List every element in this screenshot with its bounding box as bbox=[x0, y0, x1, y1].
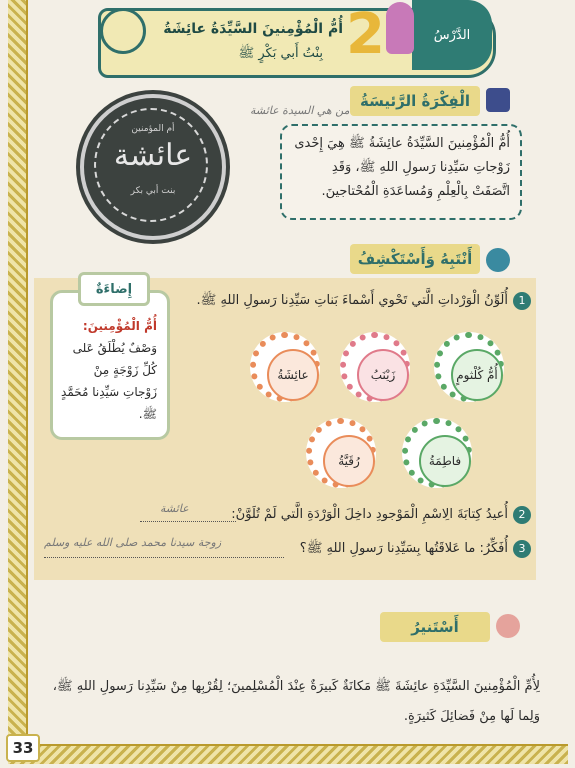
main-idea-box bbox=[280, 124, 522, 220]
highlight-title: أُمُّ الْمُؤْمِنينَ: bbox=[82, 319, 157, 333]
aisha-name-seal bbox=[80, 94, 226, 240]
main-idea-text: أُمُّ الْمُؤْمِنينَ السَّيِّدَةُ عائِشَةُ ﷺ هِيَ إِحْدى زَوْجاتِ سَيِّدِنا رَسولِ اللهِ ﷺ، وَقَدِ اتَّصَفَتْ بِالْعِلْمِ وَمُساعَدَةِ الْمُحْتاجينَ. bbox=[294, 136, 510, 199]
flower-fatimah[interactable] bbox=[402, 418, 472, 488]
lesson-label: الدَّرْسُ bbox=[433, 27, 471, 43]
main-idea-heading: الْفِكْرَةُ الرَّئيسَةُ bbox=[350, 86, 480, 116]
question-text: أُفَكِّرُ: ما عَلاقَتُها بِسَيِّدِنا رَسولِ اللهِ ﷺ؟ bbox=[299, 541, 508, 556]
explore-heading: أَنْتَبِهُ وَأَسْتَكْشِفُ bbox=[350, 244, 480, 274]
question-number: 3 bbox=[513, 540, 531, 558]
question-text: أُعيدُ كِتابَةَ الِاسْمِ الْمَوْجودِ داخِلَ الْوَرْدَةِ الَّتي لَمْ تُلَوَّنْ: bbox=[231, 507, 508, 522]
decorative-border-left bbox=[8, 0, 28, 740]
magnifier-icon bbox=[486, 248, 510, 272]
lesson-title: أُمُّ الْمُؤْمِنينَ السَّيِّدَةُ عائِشَةُ bbox=[163, 21, 343, 37]
lesson-number: 2 bbox=[346, 2, 385, 67]
girl-character-icon bbox=[386, 2, 414, 54]
question-number: 1 bbox=[513, 292, 531, 310]
decorative-border-bottom bbox=[8, 744, 568, 764]
flower-label: فاطِمَةُ bbox=[419, 435, 471, 487]
page-number: 33 bbox=[6, 734, 40, 762]
answer-line-2[interactable] bbox=[140, 520, 236, 522]
handwritten-note: من هي السيدة عائشة bbox=[250, 104, 350, 117]
ornament-icon bbox=[100, 8, 146, 54]
question-text: أُلَوِّنُ الْوَرْداتِ الَّتي تَحْوي أَسْماءَ بَناتِ سَيِّدِنا رَسولِ اللهِ ﷺ. bbox=[196, 293, 508, 308]
highlight-heading: إِضاءَةٌ bbox=[78, 272, 150, 306]
flower-label: عائِشَةُ bbox=[267, 349, 319, 401]
question-2 bbox=[231, 506, 531, 524]
lesson-subtitle: بِنْتُ أَبي بَكْرٍ ﷺ bbox=[238, 46, 323, 61]
lesson-tab bbox=[412, 0, 492, 70]
flower-umm-kulthum[interactable] bbox=[434, 332, 504, 402]
flower-label: زَيْنَبُ bbox=[357, 349, 409, 401]
reflect-heading: أَسْتَنيرُ bbox=[380, 612, 490, 642]
seal-top-text: أم المؤمنين bbox=[131, 124, 175, 134]
highlight-text: وَصْفٌ يُطْلَقُ عَلى كُلِّ زَوْجَةٍ مِنْ زَوْجاتِ سَيِّدِنا مُحَمَّدٍ ﷺ. bbox=[61, 341, 157, 421]
answer-2: عائشة bbox=[160, 502, 189, 515]
answer-3: زوجة سيدنا محمد صلى الله عليه وسلم bbox=[44, 536, 222, 549]
answer-line-3[interactable] bbox=[44, 556, 284, 558]
flower-aisha[interactable] bbox=[250, 332, 320, 402]
flower-icon bbox=[496, 614, 520, 638]
flower-label: أُمُّ كُلْثومٍ bbox=[451, 349, 503, 401]
flower-label: رُقَيَّةُ bbox=[323, 435, 375, 487]
reflect-paragraph: لِأُمِّ الْمُؤْمِنينَ السَّيِّدَةِ عائِشَةَ ﷺ مَكانَةٌ كَبيرَةٌ عِنْدَ الْمُسْلِمينَ؛ لِقُرْبِها مِنْ سَيِّدِنا رَسولِ اللهِ ﷺ، وَلِما لَها مِنْ فَضائِلَ كَثيرَةٍ. bbox=[52, 679, 540, 724]
seal-name: عائشة bbox=[113, 138, 193, 173]
seal-bottom-text: بنت أبي بكر bbox=[130, 186, 176, 196]
flower-zainab[interactable] bbox=[340, 332, 410, 402]
question-1 bbox=[196, 292, 531, 311]
question-number: 2 bbox=[513, 506, 531, 524]
question-3 bbox=[300, 540, 531, 559]
book-icon bbox=[486, 88, 510, 112]
flower-ruqayyah[interactable] bbox=[306, 418, 376, 488]
highlight-box bbox=[50, 290, 170, 440]
